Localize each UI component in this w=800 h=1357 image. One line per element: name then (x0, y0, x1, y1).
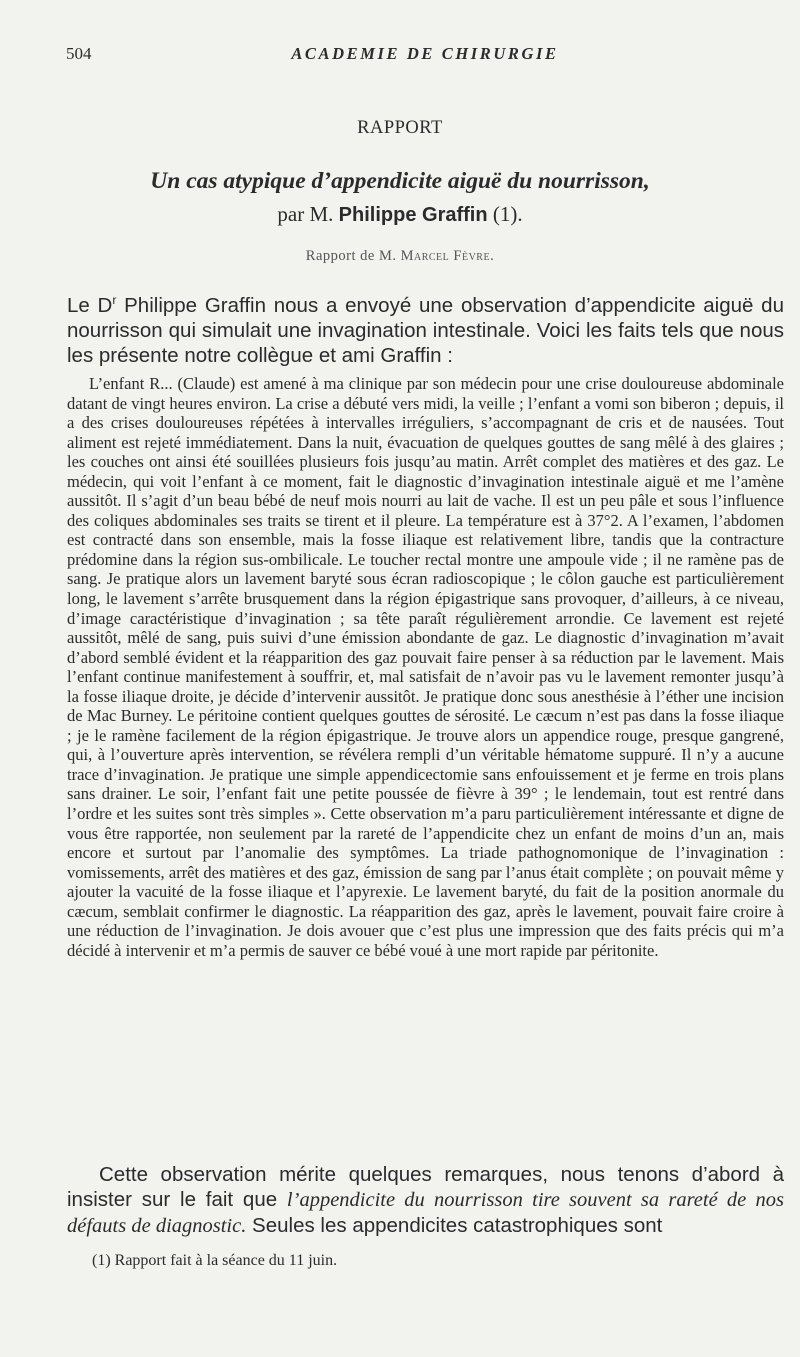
section-heading: RAPPORT (357, 118, 443, 138)
observation-quote (67, 374, 784, 960)
conclusion-text-start: Cette observation mérite quelques remarques, nous tenons d’abord à insister sur le fait que (67, 1163, 784, 1211)
article-title: Un cas atypique d’appendicite aiguë du nourrisson, (150, 168, 650, 194)
journal-title: ACADEMIE DE CHIRURGIE (291, 44, 559, 63)
byline-prefix: par M. (277, 202, 334, 226)
report-by-line (0, 248, 800, 265)
footnote: (1) Rapport fait à la séance du 11 juin. (92, 1252, 338, 1269)
reporter-name: Marcel Fèvre. (400, 248, 495, 264)
footnote-ref: (1). (492, 202, 523, 226)
intro-paragraph (67, 288, 784, 368)
intro-superscript: r (112, 293, 117, 307)
intro-text-start: Le D (67, 293, 113, 317)
report-by-prefix: Rapport de M. (305, 248, 397, 264)
conclusion-emphasis: l’appendicite du nourrisson tire souvent sa rareté de nos défauts de diagnostic. (67, 1189, 784, 1237)
byline (0, 202, 800, 227)
intro-text-rest: Philippe Graffin nous a envoyé une observation d’appendicite aiguë du nourrisson qui simulait une invagination intestinale. Voici les faits tels que nous les présente notre collègue et ami Graffin : (67, 293, 784, 367)
page-number: 504 (66, 44, 92, 63)
observation-text: L’enfant R... (Claude) est amené à ma clinique par son médecin pour une crise douloureuse abdominale datant de vingt heures environ. La crise a débuté vers midi, la veille ; l’enfant a vomi son biberon ; depuis, il a des crises douloureuses répétées à intervalles irréguliers, s’accompagnant de cris et de nausées. Tout aliment est rejeté immédiatement. Dans la nuit, évacuation de quelques gouttes de sang mêlé à des glaires ; les couches ont ainsi été souillées plusieurs fois jusqu’au matin. Arrêt complet des matières et des gaz. Le médecin, qui voit l’enfant à ce moment, fait le diagnostic d’invagination intestinale aiguë et me l’amène aussitôt. Il s’agit d’un beau bébé de neuf mois nourri au lait de vache. Il est un peu pâle et sous l’influence des coliques abdominales ses traits se tirent et il pleure. La température est à 37°2. A l’examen, l’abdomen est contracté dans son ensemble, mais la fosse iliaque est relativement libre, tandis que la contracture prédomine dans la région sus-ombilicale. Le toucher rectal montre une ampoule vide ; il ne ramène pas de sang. Je pratique alors un lavement baryté sous écran radioscopique ; le côlon gauche est particulièrement long, le lavement s’arrête brusquement dans la région épigastrique sans provoquer, d’ailleurs, à ce niveau, d’image caractéristique d’invagination ; sa tête paraît régulièrement arrondie. Ce lavement est rejeté aussitôt, mêlé de sang, puis suivi d’une émission abondante de gaz. Le diagnostic d’invagination m’avait d’abord semblé évident et la réapparition des gaz pouvait faire penser à sa réduction par le lavement. Mais l’enfant continue manifestement à souffrir, et, mal satisfait de n’avoir pas vu le lavement remonter jusqu’à la fosse iliaque droite, je décide d’intervenir aussitôt. Je pratique donc sous anesthésie à l’éther une incision de Mac Burney. Le péritoine contient quelques gouttes de sérosité. Le cæcum n’est pas dans la fosse iliaque ; je le ramène facilement de la région épigastrique. Je trouve alors un appendice rouge, presque gangrené, qui, à l’ouverture après intervention, se révélera rempli d’un véritable hématome suppuré. Il n’y a aucune trace d’invagination. Je pratique une simple appendicectomie sans enfouissement et je ferme en trois plans sans drainer. Le soir, l’enfant fait une petite poussée de fièvre à 39° ; le lendemain, tout est rentré dans l’ordre et les suites sont très simples ». Cette observation m’a paru particulièrement intéressante et digne de vous être rapportée, non seulement par la rareté de l’appendicite chez un enfant de moins d’un an, mais encore et surtout par l’anomalie des symptômes. La triade pathognomonique de l’invagination : vomissements, arrêt des matières et des gaz, émission de sang par l’anus était complète ; on pouvait même y ajouter la vacuité de la fosse iliaque et l’apyrexie. Le lavement baryté, du fait de la position anormale du cæcum, semblait confirmer le diagnostic. La réapparition des gaz, après le lavement, pouvait faire croire à une réduction de l’invagination. Je dois avouer que c’est plus une impression que des faits précis qui m’a décidé à intervenir et m’a permis de sauver ce bébé voué à une mort rapide par péritonite. (67, 374, 784, 960)
running-head (66, 44, 784, 68)
author-name: Philippe Graffin (338, 204, 488, 226)
conclusion-paragraph (67, 1162, 784, 1239)
conclusion-text-end: Seules les appendicites catastrophiques sont (246, 1214, 663, 1237)
